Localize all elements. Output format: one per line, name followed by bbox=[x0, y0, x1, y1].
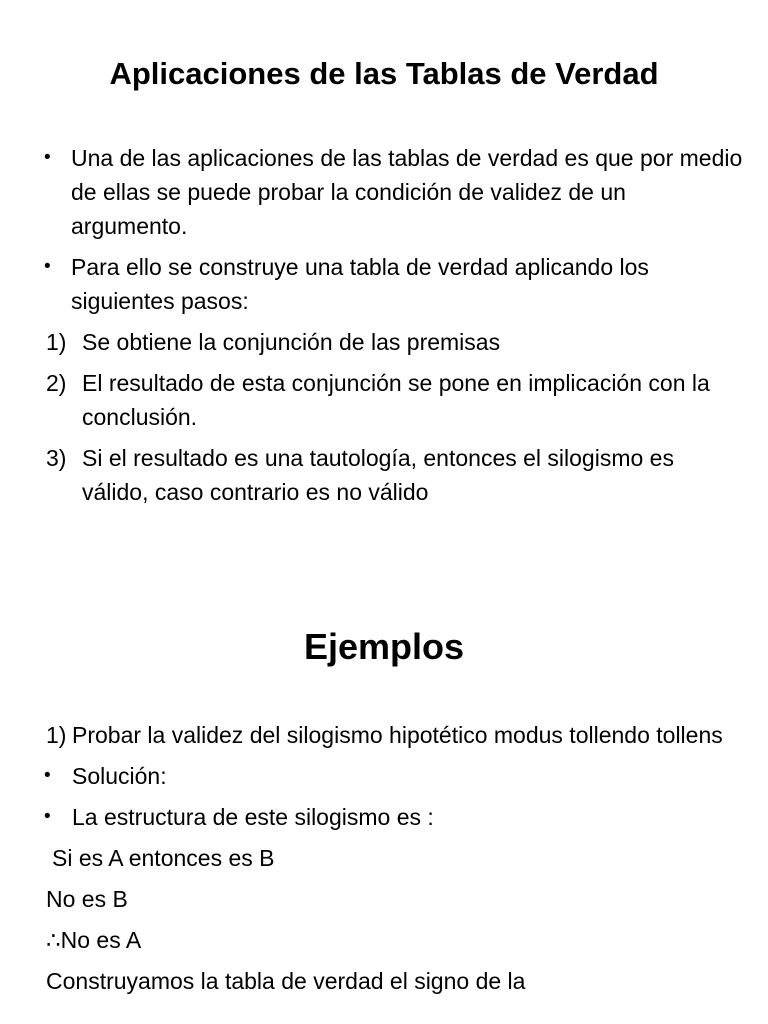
example-number: 1) bbox=[46, 722, 67, 748]
list-item bbox=[44, 141, 744, 243]
step-number: 3) bbox=[46, 445, 67, 471]
slide-title: Aplicaciones de las Tablas de Verdad bbox=[109, 56, 659, 91]
step-text: Si el resultado es una tautología, entonces el silogismo es válido, caso contrario es no válido bbox=[82, 445, 674, 505]
conclusion-line: ∴No es A bbox=[46, 927, 142, 953]
step-number: 2) bbox=[46, 370, 67, 396]
list-item-text: Una de las aplicaciones de las tablas de verdad es que por medio de ellas se puede probar la condición de validez de un argumento. bbox=[71, 145, 743, 239]
example-text: Probar la validez del silogismo hipotético modus tollendo tollens bbox=[72, 722, 723, 748]
slide-body bbox=[44, 141, 744, 516]
list-item-text: La estructura de este silogismo es : bbox=[72, 804, 434, 830]
list-item bbox=[44, 759, 744, 793]
list-item-text: Solución: bbox=[72, 763, 167, 789]
step-number: 1) bbox=[46, 329, 67, 355]
step-text: El resultado de esta conjunción se pone en implicación con la conclusión. bbox=[82, 370, 710, 430]
bullet-marker: • bbox=[44, 806, 51, 827]
list-item-text: Para ello se construye una tabla de verdad aplicando los siguientes pasos: bbox=[71, 254, 649, 314]
numbered-step bbox=[44, 325, 744, 359]
list-item bbox=[44, 800, 744, 834]
bullet-marker: • bbox=[44, 147, 51, 168]
bullet-marker: • bbox=[44, 765, 51, 786]
text-line: Construyamos la tabla de verdad el signo de la bbox=[46, 968, 526, 994]
premise-line: No es B bbox=[46, 886, 128, 912]
slide-title: Ejemplos bbox=[303, 626, 465, 667]
slide-examples bbox=[0, 590, 768, 1024]
slide-body bbox=[44, 718, 744, 1005]
premise-line: Si es A entonces es B bbox=[52, 845, 275, 871]
list-item bbox=[44, 250, 744, 318]
bullet-marker: • bbox=[44, 256, 51, 277]
numbered-step bbox=[44, 366, 744, 434]
step-text: Se obtiene la conjunción de las premisas bbox=[82, 329, 501, 355]
example-item bbox=[44, 718, 744, 752]
numbered-step bbox=[44, 441, 744, 509]
